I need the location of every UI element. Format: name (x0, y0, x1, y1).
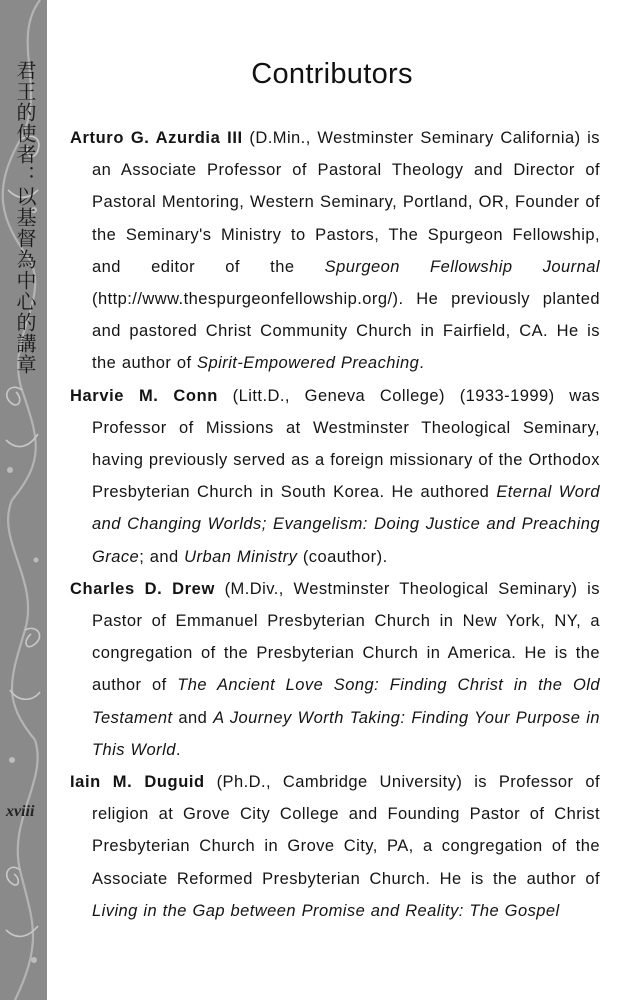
italic-title: Urban Ministry (184, 547, 298, 566)
entry-text: . (419, 354, 425, 373)
italic-title: Eternal Word and Changing Worlds; Evangelism: Doing Justice and Preaching Grace (92, 483, 600, 566)
entry-text: (Ph.D., Cambridge University) is Professor of religion at Grove City College and Founding Pastor of Christ Presbyterian Church in Grove City, PA, a congregation of the Associate Reformed Presbyterian Church. He is the author of (92, 773, 600, 888)
contributor-entry (70, 766, 600, 927)
contributors-list (70, 122, 600, 927)
contributor-entry (70, 380, 600, 573)
italic-title: Living in the Gap between Promise and Reality: The Gospel (92, 901, 560, 920)
italic-title: Spirit-Empowered Preaching (197, 354, 420, 373)
vertical-book-title: 君王的使者：以基督為中心的講章 (13, 60, 37, 375)
entry-text: (M.Div., Westminster Theological Seminary) is Pastor of Emmanuel Presbyterian Church in New York, NY, a congregation of the Presbyterian Church in America. He is the author of (92, 579, 601, 695)
entry-text: and (172, 708, 214, 727)
entry-text: (Litt.D., Geneva College) (1933-1999) was Professor of Missions at Westminster Theological Seminary, having previously served as a foreign missionary of the Orthodox Presbyterian Church in South Korea. He authored (92, 386, 600, 502)
contributor-entry (70, 122, 600, 380)
italic-title: A Journey Worth Taking: Finding Your Purpose in This World (92, 708, 600, 759)
decorative-sidebar (0, 0, 47, 1000)
contributor-entry (70, 573, 600, 766)
entry-text: . (175, 740, 181, 759)
entry-text: (coauthor). (297, 547, 388, 566)
contributor-name: Charles D. Drew (70, 579, 215, 598)
contributor-name: Arturo G. Azurdia III (70, 129, 243, 147)
contributor-name: Harvie M. Conn (70, 386, 218, 405)
entry-text: ; and (139, 547, 185, 566)
italic-title: Spurgeon Fellowship Journal (324, 257, 600, 276)
page-number: xviii (6, 803, 35, 820)
entry-text: (http://www.thespurgeonfellowship.org/). He previously planted and pastored Christ Community Church in Fairfield, CA. He is the author of (92, 290, 600, 373)
contributor-name: Iain M. Duguid (70, 773, 205, 792)
entry-text: (D.Min., Westminster Seminary California) is an Associate Professor of Pastoral Theology and Director of Pastoral Mentoring, Western Seminary, Portland, OR, Founder of the Seminary's Ministry to Pastors, The Spurgeon Fellowship, and editor of the (92, 129, 600, 276)
page-title: Contributors (251, 58, 413, 90)
italic-title: The Ancient Love Song: Finding Christ in the Old Testament (92, 676, 600, 727)
